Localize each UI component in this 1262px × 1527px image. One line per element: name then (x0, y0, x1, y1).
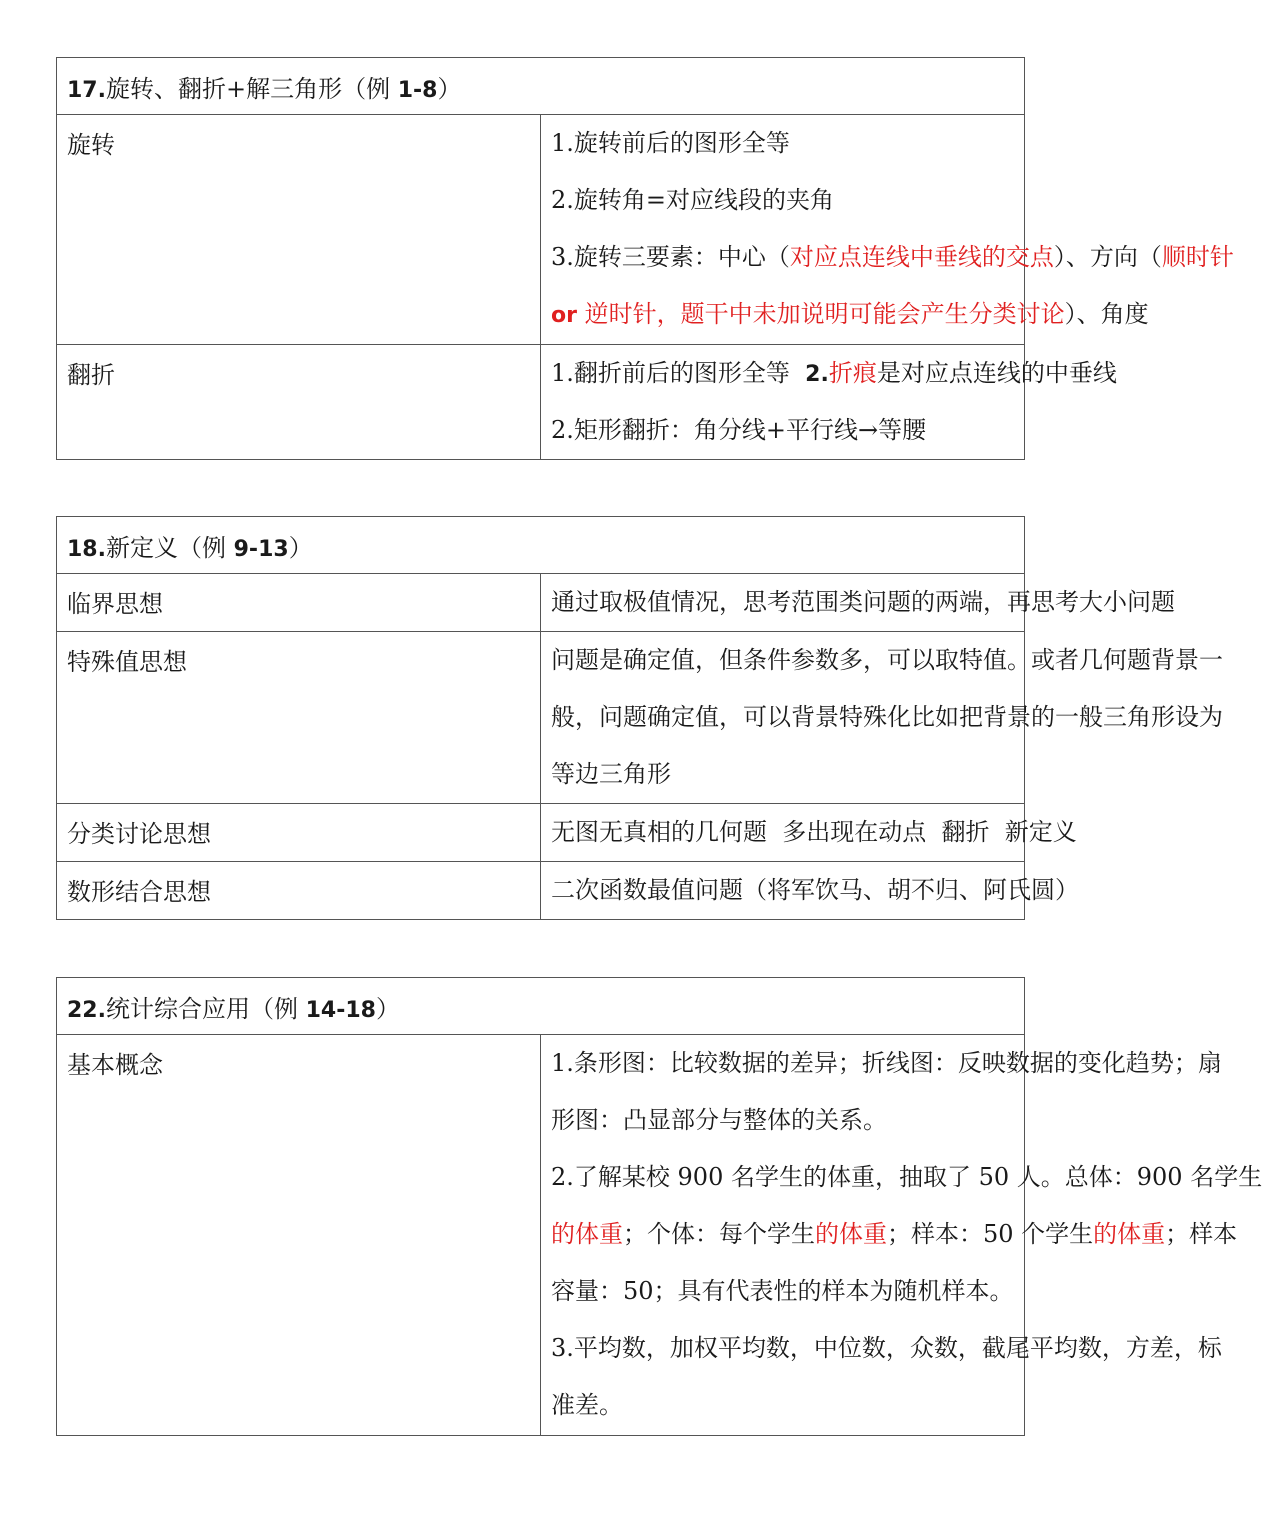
row-content-rotation (541, 115, 1234, 345)
content-line: 般，问题确定值，可以背景特殊化比如把背景的一般三角形设为 (551, 703, 1223, 731)
section-17-title: 17.旋转、翻折+解三角形（例 1-8） (57, 58, 1025, 115)
content-line: 1.条形图：比较数据的差异；折线图：反映数据的变化趋势；扇 (551, 1049, 1222, 1077)
content-line: 3.平均数，加权平均数，中位数，众数，截尾平均数，方差，标 (551, 1334, 1222, 1362)
content-line: 无图无真相的几何题 多出现在动点 翻折 新定义 (551, 818, 1077, 846)
row-label-basic-concepts: 基本概念 (57, 1035, 541, 1436)
content-line: 2.矩形翻折：角分线+平行线→等腰 (551, 416, 927, 444)
row-content-folding (541, 345, 1117, 460)
content-line: 二次函数最值问题（将军饮马、胡不归、阿氏圆） (551, 876, 1079, 904)
row-content-number-shape (541, 862, 1079, 920)
content-line: 1.旋转前后的图形全等 (551, 129, 790, 157)
row-label-special-value: 特殊值思想 (57, 632, 541, 804)
row-label-rotation: 旋转 (57, 115, 541, 345)
content-line: 的体重；个体：每个学生的体重；样本：50 个学生的体重；样本 (551, 1220, 1238, 1248)
content-line: 问题是确定值，但条件参数多，可以取特值。或者几何题背景一 (551, 646, 1223, 674)
content-line: 容量：50；具有代表性的样本为随机样本。 (551, 1277, 1014, 1305)
table-rotation-folding (56, 57, 1234, 460)
content-line: 2.了解某校 900 名学生的体重，抽取了 50 人。总体：900 名学生 (551, 1163, 1262, 1191)
content-line: or 逆时针，题干中未加说明可能会产生分类讨论）、角度 (551, 300, 1149, 328)
content-line: 2.旋转角=对应线段的夹角 (551, 186, 835, 214)
row-content-special-value (541, 632, 1223, 804)
content-line: 形图：凸显部分与整体的关系。 (551, 1106, 887, 1134)
row-content-case-analysis (541, 804, 1077, 862)
row-label-critical-thinking: 临界思想 (57, 574, 541, 632)
row-content-basic-concepts (541, 1035, 1262, 1436)
content-line: 1.翻折前后的图形全等 2.折痕是对应点连线的中垂线 (551, 359, 1117, 387)
content-line: 3.旋转三要素：中心（对应点连线中垂线的交点）、方向（顺时针 (551, 243, 1234, 271)
content-line: 等边三角形 (551, 760, 671, 788)
content-line: 准差。 (551, 1391, 623, 1419)
table-new-definition (56, 516, 1223, 920)
row-label-case-analysis: 分类讨论思想 (57, 804, 541, 862)
section-22-title: 22.统计综合应用（例 14-18） (57, 978, 1025, 1035)
table-statistics (56, 977, 1262, 1436)
content-line: 通过取极值情况，思考范围类问题的两端，再思考大小问题 (551, 588, 1175, 616)
row-label-folding: 翻折 (57, 345, 541, 460)
section-18-title: 18.新定义（例 9-13） (57, 517, 1025, 574)
row-label-number-shape: 数形结合思想 (57, 862, 541, 920)
row-content-critical-thinking (541, 574, 1175, 632)
